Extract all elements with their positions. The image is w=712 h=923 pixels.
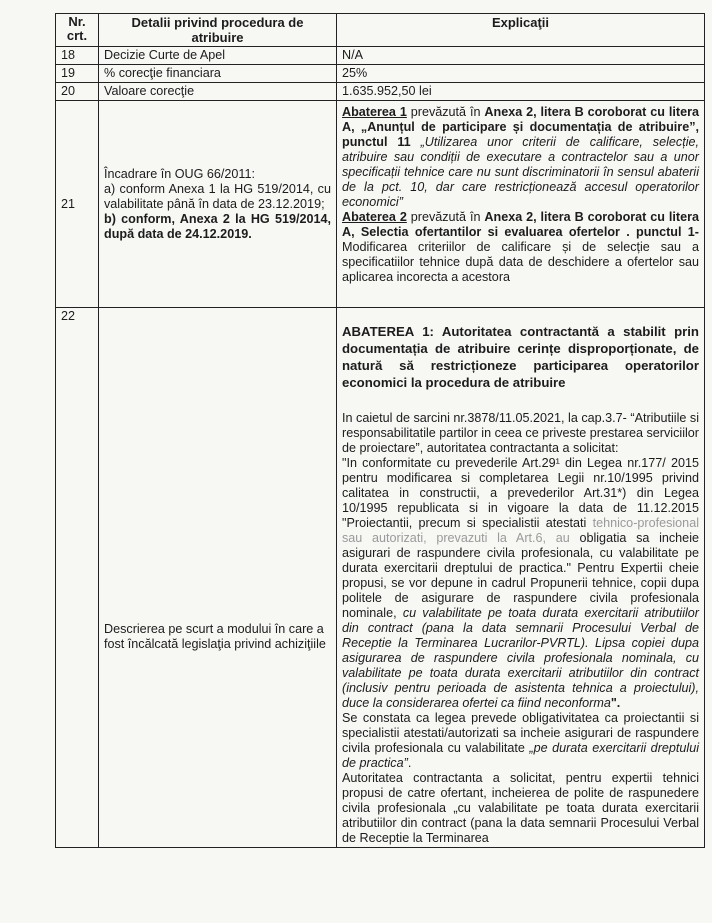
deviation-2 [342, 210, 699, 285]
row21-intro: Încadrare în OUG 66/2011: [104, 166, 255, 181]
row22-label-text: Descrierea pe scurt a modului în care a fost încălcată legislaţia privind achiziţiile [104, 622, 326, 651]
header-details: Detalii privind procedura de atribuire [99, 14, 337, 47]
row22-description-label [99, 308, 337, 848]
header-nr: Nr. [68, 14, 86, 29]
para2-italic: „pe durata exercitarii dreptului de practica” [342, 741, 699, 770]
deviation-1-quote: „Utilizarea unor criterii de calificare, selecție, atribuire sau condiții de executare a contractelor sau a unor specificații tehnice care nu sunt discriminatorii în sensul abaterii de la pct. 10, dar care restricționează accesul operatorilor economici” [342, 135, 699, 209]
spacer [342, 391, 699, 411]
row-value: 1.635.952,50 lei [337, 83, 705, 101]
deviation-1-text: prevăzută în [406, 105, 485, 119]
row-label: Decizie Curte de Apel [99, 47, 337, 65]
deviation-1-title: Abaterea 1 [342, 105, 407, 119]
row-number: 22 [56, 308, 99, 848]
para2-end: . [407, 756, 412, 770]
para2-text: Se constata ca legea prevede obligativitatea ca proiectantii si specialistii atestati/autorizati sa incheie asigurari de raspundere civila profesionala cu valabilitate [342, 711, 699, 755]
paragraph: Autoritatea contractanta a solicitat, pentru expertii tehnici propusi de catre ofertant, incheierea de polite de raspunedere civila profesionala „cu valabilitate pe toata durata exercitarii atributiilor din contract (pana la data semnarii Procesului Verbal de Receptie la Terminarea [342, 771, 699, 845]
row-value: N/A [337, 47, 705, 65]
quote-italic: cu valabilitate pe toata durata exercitarii atributiilor din contract (pana la data semnarii Procesului Verbal de Receptie la Terminarea Lucrarilor-PVRTL). Lipsa copiei dupa asigurarea de raspundere civila profesionala nominala, cu valabilitate pe toata durata exercitarii atributiilor din contract (inclusiv pentru perioada de asistenta tehnica a proiectului), duce la considerarea ofertei ca fiind neconforma [342, 606, 699, 710]
deviation-heading: ABATEREA 1: Autoritatea contractantă a stabilit prin documentația de atribuire cerințe disproporționate, de natură să restricționeze participarea operatorilor economici la procedura de atribuire [342, 324, 699, 390]
row-label: Valoare corecţie [99, 83, 337, 101]
deviation-1 [342, 105, 699, 210]
quote-text: "In conformitate cu prevederile Art.29¹ din Legea nr.177/ 2015 pentru modificarea si completarea Legii nr.10/1995 privind calitatea in constructii, a prevederilor Art.31*) din Legea 10/1995 republicata si in vigoare la data de 11.12.2015 "Proiectantii, precum si specialistii atestati [342, 456, 699, 530]
table-row [56, 83, 705, 101]
deviation-1-ref: Anexa 2, litera B coroborat cu litera A, „Anunțul de participare și documentația de atribuire”, punctul 11 [342, 105, 699, 149]
deviation-2-desc: Modificarea criteriilor de calificare și de selecție sau a specificatiilor tehnice după data de deschidere a ofertelor sau aplicarea incorecta a acestora [342, 240, 699, 284]
row-value: 25% [337, 65, 705, 83]
deviation-2-ref: Anexa 2, litera B coroborat cu litera A, Selectia ofertantilor si evaluarea ofertelor . punctul 1- [342, 210, 699, 239]
table-row-21 [56, 101, 705, 308]
row-label: % corecţie financiara [99, 65, 337, 83]
table-row [56, 65, 705, 83]
deviation-2-title: Abaterea 2 [342, 210, 407, 224]
deviation-2-text: prevăzută în [406, 210, 485, 224]
header-nr-crt [56, 14, 99, 47]
header-crt: crt. [66, 28, 88, 43]
table-row-22 [56, 308, 705, 848]
row21-legal-framework [99, 101, 337, 308]
row-number: 18 [56, 47, 99, 65]
procedure-details-table [55, 13, 705, 848]
quoted-requirement [342, 456, 699, 711]
table-row [56, 47, 705, 65]
row22-explanation [337, 308, 705, 848]
quote-faded-text: tehnico-profesional sau autorizati, prevazuti la Art.6, au [342, 516, 699, 545]
table-header-row [56, 14, 705, 47]
quote-text-cont: obligatia sa incheie asigurari de raspundere civila profesionala, cu valabilitate pe durata exercitarii dreptului de practica." Pentru Expertii cheie propusi, se vor depune in cadrul Propunerii tehnice, copii dupa politele de asigurare de raspundere civila profesionala nominale, [342, 531, 699, 620]
row21-deviations [337, 101, 705, 308]
row21-option-b: b) conform, Anexa 2 la HG 519/2014, după data de 24.12.2019. [104, 211, 331, 241]
row21-option-a: a) conform Anexa 1 la HG 519/2014, cu valabilitate până în data de 23.12.2019; [104, 181, 331, 211]
row-number: 19 [56, 65, 99, 83]
row-number: 21 [56, 101, 99, 308]
paragraph [342, 711, 699, 771]
quote-end: ". [610, 696, 621, 710]
header-explanations: Explicaţii [337, 14, 705, 47]
row-number: 20 [56, 83, 99, 101]
paragraph: In caietul de sarcini nr.3878/11.05.2021, la cap.3.7- “Atributiile si responsabilitatile partilor in ceea ce priveste prestarea serviciilor de proiectare”, autoritatea contractanta a solicitat: [342, 411, 699, 455]
